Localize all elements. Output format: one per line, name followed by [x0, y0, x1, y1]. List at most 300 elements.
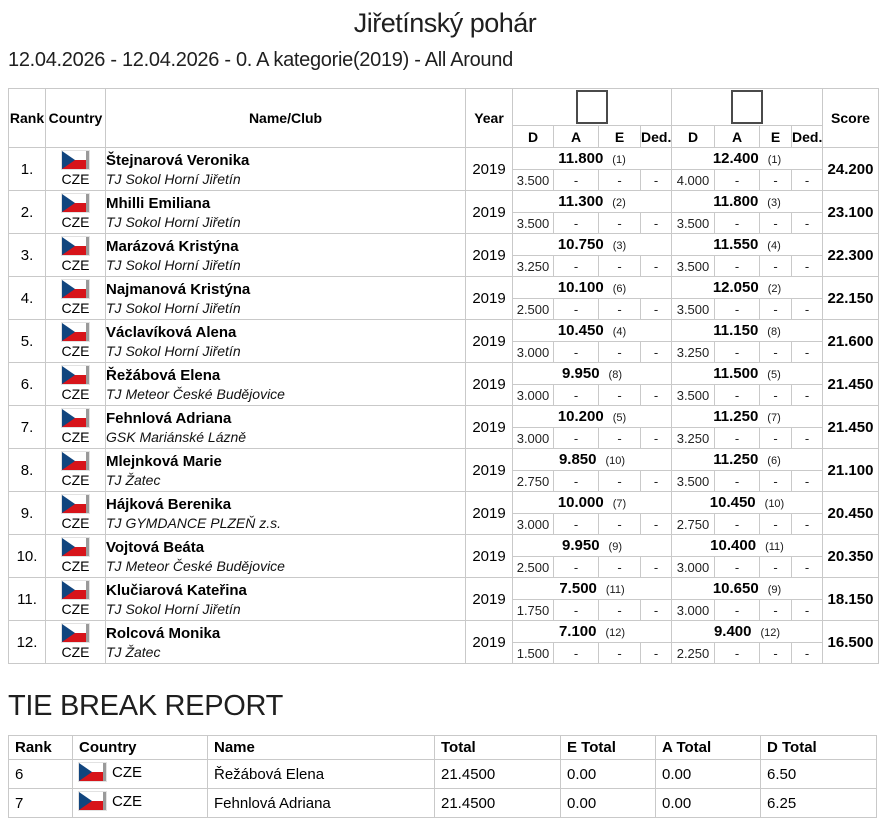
country-cell [46, 449, 106, 492]
apparatus-1-total-cell [513, 578, 672, 600]
app1-ded-cell: - [641, 385, 672, 406]
tb-d-total-cell: 6.25 [761, 789, 877, 818]
apparatus-2-total: 11.550 [713, 235, 759, 253]
country-code: CZE [61, 643, 90, 660]
country-code: CZE [61, 170, 90, 187]
score-cell: 22.150 [823, 277, 879, 320]
result-row [9, 234, 879, 256]
apparatus-1-place: (5) [612, 411, 627, 424]
competitor-name: Štejnarová Veronika [106, 151, 250, 169]
tb-col-header-d-total: D Total [761, 736, 877, 760]
rank-cell: 9. [9, 492, 46, 535]
tb-country [79, 792, 142, 810]
apparatus-1-total: 11.300 [558, 192, 604, 210]
score-cell: 23.100 [823, 191, 879, 234]
competitor-name: Fehnlová Adriana [106, 409, 232, 427]
tb-rank-cell: 6 [9, 760, 73, 789]
app2-ded-cell: - [792, 385, 823, 406]
app2-e-cell: - [760, 213, 792, 234]
czech-flag-icon [62, 581, 89, 599]
app2-a-cell: - [715, 170, 760, 191]
tb-rank-cell: 7 [9, 789, 73, 818]
app2-d-cell: 3.250 [672, 342, 715, 363]
apparatus-1-place: (11) [605, 583, 625, 596]
app1-ded-cell: - [641, 557, 672, 578]
app2-a-cell: - [715, 428, 760, 449]
app2-a-cell: - [715, 213, 760, 234]
score-cell: 21.600 [823, 320, 879, 363]
app1-d-cell: 2.750 [513, 471, 554, 492]
rank-cell: 3. [9, 234, 46, 277]
app1-ded-cell: - [641, 600, 672, 621]
col-header-score: Score [823, 89, 879, 148]
apparatus-2-place: (5) [767, 368, 781, 381]
app2-ded-cell: - [792, 428, 823, 449]
apparatus-1-total: 7.100 [558, 622, 597, 640]
result-row [9, 578, 879, 600]
col-header-app2-e: E [760, 126, 792, 148]
app1-e-cell: - [599, 385, 641, 406]
apparatus-1-place: (1) [612, 153, 626, 166]
app2-ded-cell: - [792, 213, 823, 234]
app2-a-cell: - [715, 342, 760, 363]
app2-a-cell: - [715, 385, 760, 406]
app2-d-cell: 4.000 [672, 170, 715, 191]
apparatus-1-total: 9.950 [562, 364, 600, 382]
app1-ded-cell: - [641, 471, 672, 492]
app1-e-cell: - [599, 256, 641, 277]
app2-e-cell: - [760, 557, 792, 578]
app1-e-cell: - [599, 299, 641, 320]
apparatus-1-place: (12) [605, 626, 626, 639]
apparatus-1-place: (9) [608, 540, 622, 553]
result-row [9, 406, 879, 428]
competitor-club: TJ Sokol Horní Jiřetín [106, 256, 241, 273]
apparatus-1-total-cell [513, 191, 672, 213]
czech-flag-icon [62, 452, 89, 470]
name-club-cell [106, 492, 466, 535]
result-row [9, 621, 879, 643]
year-cell: 2019 [466, 492, 513, 535]
app2-d-cell: 3.000 [672, 557, 715, 578]
app1-ded-cell: - [641, 428, 672, 449]
apparatus-2-total-cell [672, 621, 823, 643]
competitor-club: GSK Mariánské Lázně [106, 428, 247, 445]
apparatus-2-place: (7) [767, 411, 781, 424]
apparatus-2-total-cell [672, 578, 823, 600]
competitor-club: TJ Žatec [106, 471, 161, 488]
app1-e-cell: - [599, 643, 641, 664]
apparatus-2-total-cell [672, 535, 823, 557]
app1-ded-cell: - [641, 514, 672, 535]
country-cell [46, 578, 106, 621]
apparatus-2-total-cell [672, 277, 823, 299]
apparatus-1-total-cell [513, 535, 672, 557]
name-club-cell [106, 277, 466, 320]
apparatus-1-total: 10.000 [557, 493, 604, 511]
name-club-cell [106, 621, 466, 664]
country-code: CZE [61, 342, 90, 359]
app2-ded-cell: - [792, 299, 823, 320]
score-cell: 21.100 [823, 449, 879, 492]
app2-d-cell: 3.000 [672, 600, 715, 621]
col-header-app2-a: A [715, 126, 760, 148]
app2-e-cell: - [760, 385, 792, 406]
rank-cell: 8. [9, 449, 46, 492]
apparatus-2-total: 11.800 [713, 192, 759, 210]
col-header-country: Country [46, 89, 106, 148]
app1-e-cell: - [599, 342, 641, 363]
czech-flag-icon [62, 280, 89, 298]
tb-e-total-cell: 0.00 [561, 760, 656, 789]
app2-a-cell: - [715, 514, 760, 535]
competitor-club: TJ Sokol Horní Jiřetín [106, 342, 241, 359]
tb-d-total-cell: 6.50 [761, 760, 877, 789]
app1-ded-cell: - [641, 342, 672, 363]
name-club-cell [106, 234, 466, 277]
czech-flag-icon [62, 194, 89, 212]
apparatus-2-total: 12.050 [712, 278, 759, 296]
app2-d-cell: 2.750 [672, 514, 715, 535]
czech-flag-icon [62, 151, 89, 169]
apparatus-2-place: (10) [764, 497, 785, 510]
tiebreak-table [8, 735, 877, 818]
apparatus-1-total: 10.200 [557, 407, 604, 425]
apparatus-2-image-placeholder [731, 90, 763, 124]
app2-a-cell: - [715, 256, 760, 277]
apparatus-2-place: (8) [767, 325, 781, 338]
apparatus-1-total: 7.500 [559, 579, 597, 597]
competitor-name: Václavíková Alena [106, 323, 237, 341]
tb-total-cell: 21.4500 [435, 789, 561, 818]
tb-col-header-rank: Rank [9, 736, 73, 760]
result-row [9, 320, 879, 342]
col-header-app1-a: A [554, 126, 599, 148]
apparatus-2-place: (1) [767, 153, 782, 166]
app1-d-cell: 3.000 [513, 514, 554, 535]
apparatus-2-total: 10.400 [710, 536, 757, 554]
year-cell: 2019 [466, 578, 513, 621]
app1-d-cell: 1.500 [513, 643, 554, 664]
app1-a-cell: - [554, 299, 599, 320]
name-club-cell [106, 578, 466, 621]
czech-flag-icon [62, 366, 89, 384]
competitor-name: Řežábová Elena [106, 366, 221, 384]
rank-cell: 11. [9, 578, 46, 621]
app2-ded-cell: - [792, 514, 823, 535]
result-row [9, 492, 879, 514]
col-header-rank: Rank [9, 89, 46, 148]
score-cell: 21.450 [823, 363, 879, 406]
app2-ded-cell: - [792, 170, 823, 191]
apparatus-2-total-cell [672, 191, 823, 213]
competitor-club: TJ GYMDANCE PLZEŇ z.s. [106, 514, 282, 531]
apparatus-1-place: (2) [612, 196, 626, 209]
czech-flag-icon [62, 624, 89, 642]
score-cell: 22.300 [823, 234, 879, 277]
col-header-name-club: Name/Club [106, 89, 466, 148]
app2-d-cell: 3.500 [672, 213, 715, 234]
app2-ded-cell: - [792, 643, 823, 664]
apparatus-2-place: (9) [767, 583, 782, 596]
country-cell [46, 148, 106, 191]
country-cell [46, 363, 106, 406]
apparatus-2-total: 11.150 [713, 321, 759, 339]
app2-e-cell: - [760, 643, 792, 664]
tb-col-header-total: Total [435, 736, 561, 760]
country-code: CZE [61, 213, 90, 230]
tb-country-cell [73, 760, 208, 789]
year-cell: 2019 [466, 449, 513, 492]
rank-cell: 2. [9, 191, 46, 234]
country-cell [46, 492, 106, 535]
apparatus-1-image-placeholder [576, 90, 608, 124]
score-cell: 24.200 [823, 148, 879, 191]
country-cell [46, 406, 106, 449]
year-cell: 2019 [466, 191, 513, 234]
score-cell: 16.500 [823, 621, 879, 664]
app2-e-cell: - [760, 342, 792, 363]
apparatus-1-place: (8) [608, 368, 622, 381]
apparatus-1-total: 10.100 [557, 278, 604, 296]
col-header-app2-ded: Ded. [792, 126, 823, 148]
tb-country-code: CZE [112, 792, 142, 810]
apparatus-1-total-cell [513, 320, 672, 342]
apparatus-2-total: 9.400 [713, 622, 752, 640]
app2-ded-cell: - [792, 256, 823, 277]
competitor-name: Klučiarová Kateřina [106, 581, 247, 599]
apparatus-1-place: (6) [612, 282, 627, 295]
tiebreak-title: TIE BREAK REPORT [8, 690, 284, 722]
competitor-club: TJ Meteor České Budějovice [106, 557, 285, 574]
apparatus-1-total-cell [513, 621, 672, 643]
country-cell [46, 320, 106, 363]
app2-d-cell: 2.250 [672, 643, 715, 664]
apparatus-2-total-cell [672, 492, 823, 514]
app2-e-cell: - [760, 170, 792, 191]
country-code: CZE [61, 299, 90, 316]
competitor-club: TJ Sokol Horní Jiřetín [106, 299, 241, 316]
apparatus-2-total: 11.250 [713, 450, 759, 468]
app1-a-cell: - [554, 600, 599, 621]
app2-e-cell: - [760, 514, 792, 535]
apparatus-2-total-cell [672, 406, 823, 428]
app1-e-cell: - [599, 428, 641, 449]
app1-a-cell: - [554, 385, 599, 406]
czech-flag-icon [79, 792, 106, 810]
apparatus-2-total: 11.250 [713, 407, 759, 425]
app2-ded-cell: - [792, 600, 823, 621]
app2-d-cell: 3.500 [672, 256, 715, 277]
czech-flag-icon [62, 495, 89, 513]
apparatus-2-total: 12.400 [712, 149, 759, 167]
app1-a-cell: - [554, 643, 599, 664]
rank-cell: 7. [9, 406, 46, 449]
result-row [9, 191, 879, 213]
country-cell [46, 277, 106, 320]
app2-d-cell: 3.500 [672, 471, 715, 492]
tb-country [79, 763, 142, 781]
year-cell: 2019 [466, 363, 513, 406]
tb-col-header-e-total: E Total [561, 736, 656, 760]
app1-e-cell: - [599, 557, 641, 578]
result-row [9, 148, 879, 170]
app1-d-cell: 3.000 [513, 428, 554, 449]
tb-a-total-cell: 0.00 [656, 789, 761, 818]
score-cell: 21.450 [823, 406, 879, 449]
apparatus-1-header [513, 89, 672, 126]
app2-e-cell: - [760, 600, 792, 621]
year-cell: 2019 [466, 148, 513, 191]
czech-flag-icon [62, 409, 89, 427]
result-row [9, 535, 879, 557]
app2-a-cell: - [715, 557, 760, 578]
app1-d-cell: 2.500 [513, 557, 554, 578]
app1-a-cell: - [554, 428, 599, 449]
name-club-cell [106, 148, 466, 191]
competitor-name: Marázová Kristýna [106, 237, 239, 255]
score-cell: 20.350 [823, 535, 879, 578]
rank-cell: 10. [9, 535, 46, 578]
app2-ded-cell: - [792, 557, 823, 578]
czech-flag-icon [62, 237, 89, 255]
country-code: CZE [61, 557, 90, 574]
app1-a-cell: - [554, 213, 599, 234]
result-row [9, 363, 879, 385]
tb-country-cell [73, 789, 208, 818]
apparatus-1-total: 10.750 [557, 235, 604, 253]
country-code: CZE [61, 600, 90, 617]
year-cell: 2019 [466, 320, 513, 363]
apparatus-1-place: (3) [612, 239, 627, 252]
app1-ded-cell: - [641, 643, 672, 664]
rank-cell: 4. [9, 277, 46, 320]
apparatus-2-total-cell [672, 234, 823, 256]
col-header-app1-e: E [599, 126, 641, 148]
tb-col-header-a-total: A Total [656, 736, 761, 760]
app1-d-cell: 3.000 [513, 342, 554, 363]
app1-d-cell: 2.500 [513, 299, 554, 320]
results-table [8, 88, 879, 664]
app1-a-cell: - [554, 342, 599, 363]
score-cell: 20.450 [823, 492, 879, 535]
page-title: Jiřetínský pohár [353, 8, 537, 38]
apparatus-1-total-cell [513, 277, 672, 299]
rank-cell: 5. [9, 320, 46, 363]
app1-d-cell: 3.000 [513, 385, 554, 406]
app1-e-cell: - [599, 471, 641, 492]
country-code: CZE [61, 471, 90, 488]
app1-ded-cell: - [641, 299, 672, 320]
tb-name-cell: Fehnlová Adriana [208, 789, 435, 818]
competitor-name: Vojtová Beáta [106, 538, 205, 556]
apparatus-2-total-cell [672, 320, 823, 342]
apparatus-2-total-cell [672, 148, 823, 170]
competitor-name: Mhilli Emiliana [106, 194, 211, 212]
year-cell: 2019 [466, 234, 513, 277]
app1-ded-cell: - [641, 256, 672, 277]
apparatus-2-place: (3) [767, 196, 781, 209]
year-cell: 2019 [466, 406, 513, 449]
apparatus-1-total: 11.800 [558, 149, 604, 167]
rank-cell: 6. [9, 363, 46, 406]
app2-a-cell: - [715, 600, 760, 621]
apparatus-1-total: 9.950 [562, 536, 600, 554]
app1-e-cell: - [599, 213, 641, 234]
country-code: CZE [61, 256, 90, 273]
col-header-app2-d: D [672, 126, 715, 148]
app1-e-cell: - [599, 170, 641, 191]
apparatus-2-place: (2) [767, 282, 782, 295]
app2-e-cell: - [760, 256, 792, 277]
competitor-club: TJ Sokol Horní Jiřetín [106, 170, 241, 187]
name-club-cell [106, 191, 466, 234]
tb-name-cell: Řežábová Elena [208, 760, 435, 789]
app1-ded-cell: - [641, 213, 672, 234]
competitor-name: Hájková Berenika [106, 495, 232, 513]
app1-ded-cell: - [641, 170, 672, 191]
name-club-cell [106, 363, 466, 406]
apparatus-2-place: (11) [765, 540, 784, 553]
year-cell: 2019 [466, 535, 513, 578]
rank-cell: 1. [9, 148, 46, 191]
app1-d-cell: 3.500 [513, 170, 554, 191]
apparatus-2-header [672, 89, 823, 126]
tb-e-total-cell: 0.00 [561, 789, 656, 818]
czech-flag-icon [62, 323, 89, 341]
country-code: CZE [61, 514, 90, 531]
apparatus-1-total-cell [513, 234, 672, 256]
result-row [9, 449, 879, 471]
app1-e-cell: - [599, 514, 641, 535]
apparatus-2-total: 11.500 [713, 364, 759, 382]
year-cell: 2019 [466, 277, 513, 320]
app2-d-cell: 3.500 [672, 299, 715, 320]
app1-a-cell: - [554, 557, 599, 578]
app1-d-cell: 3.250 [513, 256, 554, 277]
name-club-cell [106, 320, 466, 363]
rank-cell: 12. [9, 621, 46, 664]
apparatus-1-total-cell [513, 363, 672, 385]
app1-a-cell: - [554, 170, 599, 191]
tb-col-header-country: Country [73, 736, 208, 760]
tiebreak-row [9, 789, 877, 818]
country-code: CZE [61, 385, 90, 402]
col-header-year: Year [466, 89, 513, 148]
app2-ded-cell: - [792, 471, 823, 492]
competitor-name: Rolcová Monika [106, 624, 221, 642]
tb-country-code: CZE [112, 763, 142, 781]
country-cell [46, 535, 106, 578]
apparatus-1-total-cell [513, 148, 672, 170]
app1-d-cell: 1.750 [513, 600, 554, 621]
apparatus-1-total: 10.450 [557, 321, 604, 339]
app2-e-cell: - [760, 299, 792, 320]
app2-d-cell: 3.250 [672, 428, 715, 449]
app2-e-cell: - [760, 428, 792, 449]
tb-total-cell: 21.4500 [435, 760, 561, 789]
apparatus-1-place: (7) [612, 497, 627, 510]
apparatus-1-total: 9.850 [558, 450, 597, 468]
apparatus-2-place: (6) [767, 454, 781, 467]
apparatus-2-total: 10.650 [712, 579, 759, 597]
app2-a-cell: - [715, 299, 760, 320]
czech-flag-icon [79, 763, 106, 781]
app1-e-cell: - [599, 600, 641, 621]
tiebreak-row [9, 760, 877, 789]
app1-a-cell: - [554, 471, 599, 492]
country-cell [46, 621, 106, 664]
